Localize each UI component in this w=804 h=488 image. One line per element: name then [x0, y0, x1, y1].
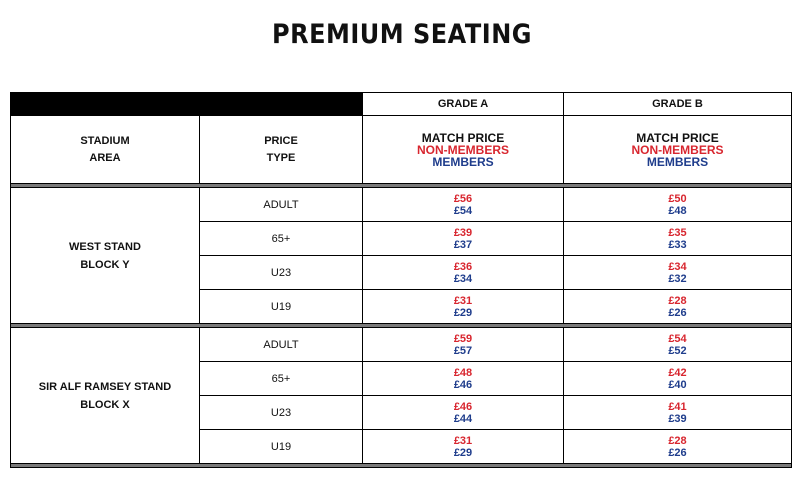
- stadium-area-header-line2: AREA: [89, 151, 121, 164]
- column-header-row: [11, 116, 792, 184]
- non-member-price: £41: [668, 400, 687, 413]
- stadium-area-cell: [11, 188, 200, 324]
- member-price: £34: [453, 272, 473, 285]
- grade-b-price-cell: [564, 430, 792, 464]
- grade-header-row: [11, 93, 792, 116]
- table-row: [11, 328, 792, 362]
- stadium-area-header-line1: STADIUM: [80, 134, 130, 147]
- match-price-label: MATCH PRICE: [636, 130, 719, 145]
- grade-a-price-cell: [363, 362, 564, 396]
- price-type-cell: ADULT: [200, 328, 363, 362]
- members-label: MEMBERS: [432, 154, 494, 169]
- member-price: £37: [453, 238, 473, 251]
- non-member-price: £36: [453, 260, 473, 273]
- non-member-price: £34: [668, 260, 687, 273]
- price-type-cell: 65+: [200, 222, 363, 256]
- non-member-price: £35: [668, 226, 687, 239]
- price-type-header-line2: TYPE: [266, 151, 296, 164]
- page-title: PREMIUM SEATING: [272, 18, 532, 50]
- match-price-label: MATCH PRICE: [421, 130, 505, 145]
- grade-a-match-price-header: [363, 116, 564, 184]
- grade-b-price-cell: [564, 396, 792, 430]
- section-separator: [11, 464, 792, 468]
- non-member-price: £31: [453, 434, 473, 447]
- price-type-cell: ADULT: [200, 188, 363, 222]
- area-line2: BLOCK X: [80, 398, 130, 411]
- non-members-label: NON-MEMBERS: [417, 142, 509, 157]
- grade-b-header: GRADE B: [564, 93, 792, 116]
- grade-a-price-cell: [363, 290, 564, 324]
- member-price: £40: [668, 378, 687, 391]
- price-type-cell: U23: [200, 396, 363, 430]
- grade-a-price-cell: [363, 396, 564, 430]
- member-price: £26: [668, 446, 687, 459]
- member-price: £29: [453, 306, 473, 319]
- grade-a-price-cell: [363, 256, 564, 290]
- grade-a-header: GRADE A: [363, 93, 564, 116]
- pricing-table: [10, 92, 792, 468]
- non-member-price: £39: [453, 226, 473, 239]
- member-price: £54: [453, 204, 473, 217]
- non-member-price: £28: [668, 294, 687, 307]
- price-type-cell: U19: [200, 430, 363, 464]
- non-member-price: £28: [668, 434, 687, 447]
- grade-a-price-cell: [363, 188, 564, 222]
- header-black-bar: [11, 93, 363, 116]
- member-price: £32: [668, 272, 687, 285]
- price-type-cell: U19: [200, 290, 363, 324]
- member-price: £57: [453, 344, 473, 357]
- grade-b-price-cell: [564, 188, 792, 222]
- separator-bar: [11, 464, 792, 468]
- non-member-price: £42: [668, 366, 687, 379]
- area-line2: BLOCK Y: [80, 258, 130, 271]
- non-member-price: £56: [453, 192, 473, 205]
- grade-b-price-cell: [564, 362, 792, 396]
- non-member-price: £54: [668, 332, 687, 345]
- price-type-header-line1: PRICE: [264, 134, 298, 147]
- non-members-label: NON-MEMBERS: [631, 142, 724, 157]
- grade-b-price-cell: [564, 256, 792, 290]
- grade-b-price-cell: [564, 222, 792, 256]
- stadium-area-header: [11, 116, 200, 184]
- area-line1: WEST STAND: [69, 240, 141, 253]
- non-member-price: £59: [453, 332, 473, 345]
- member-price: £39: [668, 412, 687, 425]
- member-price: £46: [453, 378, 473, 391]
- grade-a-price-cell: [363, 430, 564, 464]
- non-member-price: £46: [453, 400, 473, 413]
- non-member-price: £50: [668, 192, 687, 205]
- grade-b-price-cell: [564, 328, 792, 362]
- non-member-price: £31: [453, 294, 473, 307]
- price-type-header: [200, 116, 363, 184]
- price-type-cell: 65+: [200, 362, 363, 396]
- table-row: [11, 188, 792, 222]
- member-price: £33: [668, 238, 687, 251]
- member-price: £44: [453, 412, 473, 425]
- member-price: £48: [668, 204, 687, 217]
- member-price: £29: [453, 446, 473, 459]
- grade-b-match-price-header: [564, 116, 792, 184]
- non-member-price: £48: [453, 366, 473, 379]
- stadium-area-cell: [11, 328, 200, 464]
- price-type-cell: U23: [200, 256, 363, 290]
- area-line1: SIR ALF RAMSEY STAND: [38, 380, 172, 393]
- members-label: MEMBERS: [646, 154, 709, 169]
- grade-a-price-cell: [363, 222, 564, 256]
- grade-b-price-cell: [564, 290, 792, 324]
- grade-a-price-cell: [363, 328, 564, 362]
- member-price: £52: [668, 344, 687, 357]
- member-price: £26: [668, 306, 687, 319]
